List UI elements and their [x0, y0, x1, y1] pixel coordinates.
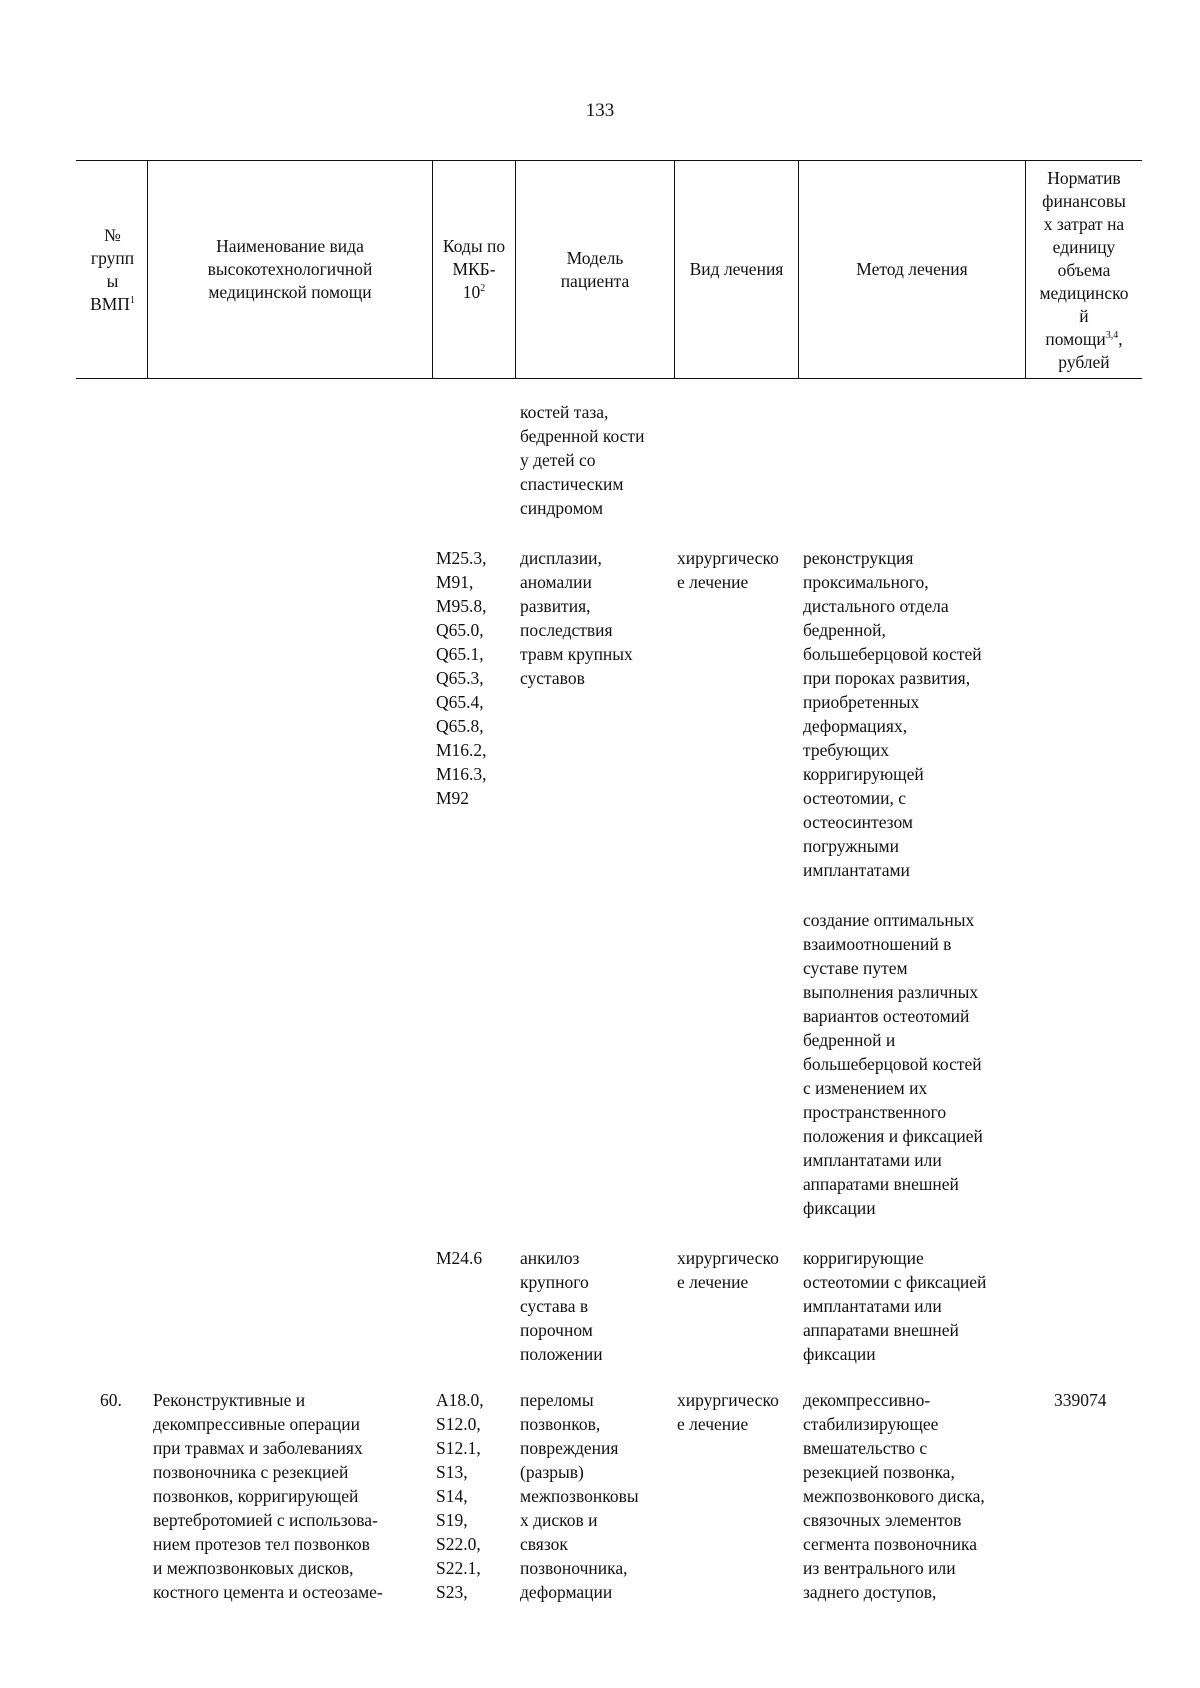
- header-treatment-type: Вид лечения: [689, 259, 784, 279]
- header-icd-codes: Коды по МКБ- $10^2$: [442, 236, 506, 302]
- treatment-method-cell: корригирующие остеотомии с фиксацией имплантатами или аппаратами внешней фиксации: [803, 1248, 987, 1364]
- header-group-number: № групп ы ВМП$^1$: [90, 224, 135, 314]
- cost-cell: 339074: [1054, 1390, 1107, 1410]
- group-number-cell: 60.: [100, 1390, 122, 1410]
- header-care-name: Наименование вида высокотехнологичной медицинской помощи: [207, 236, 373, 302]
- header-cost-norm: Норматив финансовы х затрат на единицу объема медицинско й помощи$^{3,4}$, рублей: [1039, 167, 1129, 372]
- icd-codes-cell: M25.3, M91, M95.8, Q65.0, Q65.1, Q65.3, Q65.4, Q65.8, M16.2, M16.3, M92: [436, 548, 487, 808]
- patient-model-cell: анкилоз крупного сустава в порочном положении: [520, 1248, 603, 1364]
- header-bottom-border: [76, 378, 1142, 379]
- treatment-method-cell: декомпрессивно- стабилизирующее вмешательство с резекцией позвонка, межпозвонкового диска, связочных элементов сегмента позвоночника из вентрального или заднего доступов,: [803, 1390, 985, 1602]
- patient-model-cell: переломы позвонков, повреждения (разрыв) межпозвонковы х дисков и связок позвоночника, деформации: [520, 1390, 639, 1602]
- treatment-method-cell: создание оптимальных взаимоотношений в суставе путем выполнения различных вариантов остеотомий бедренной и большеберцовой костей с изменением их пространственного положения и фиксацией имплантатами или аппаратами внешней фиксации: [803, 910, 983, 1218]
- header-treatment-method: Метод лечения: [856, 259, 968, 279]
- treatment-type-cell: хирургическо е лечение: [677, 1248, 779, 1292]
- patient-model-cell: дисплазии, аномалии развития, последствия травм крупных суставов: [520, 548, 633, 688]
- treatment-method-cell: реконструкция проксимального, дистального отдела бедренной, большеберцовой костей при пороках развития, приобретенных деформациях, требующих корригирующей остеотомии, с остеосинтезом погружными имплантатами: [803, 548, 982, 880]
- page-number: 133: [585, 100, 615, 121]
- icd-codes-cell: A18.0, S12.0, S12.1, S13, S14, S19, S22.0, S22.1, S23,: [436, 1390, 484, 1602]
- header-top-border: [76, 160, 1142, 161]
- icd-codes-cell: M24.6: [436, 1248, 483, 1268]
- treatment-type-cell: хирургическо е лечение: [677, 548, 779, 592]
- patient-model-cell: костей таза, бедренной кости у детей со спастическим синдромом: [520, 402, 645, 518]
- header-patient-model: Модель пациента: [560, 247, 630, 291]
- treatment-type-cell: хирургическо е лечение: [677, 1390, 779, 1434]
- care-name-cell: Реконструктивные и декомпрессивные операции при травмах и заболеваниях позвоночника с резекцией позвонков, корригирующей вертебротомией с использова- нием протезов тел позвонков и межпозвонковых дисков, костного цемента и остеозаме-: [153, 1390, 383, 1602]
